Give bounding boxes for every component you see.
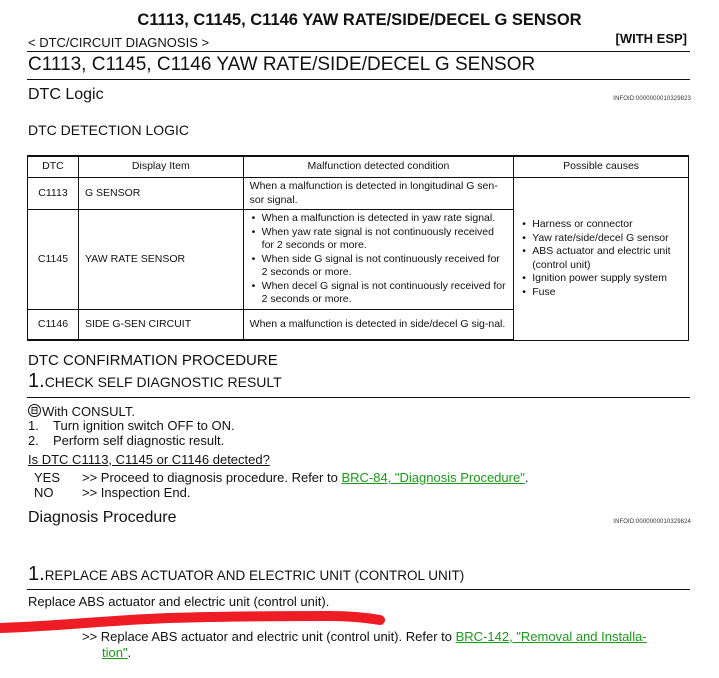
removal-installation-link[interactable]: BRC-142, "Removal and Installa- — [455, 629, 647, 644]
diagnosis-info-id: INFOID:0000000010329824 — [613, 519, 691, 525]
removal-installation-link-continued[interactable]: tion" — [102, 645, 128, 660]
step-number: 1. — [28, 563, 45, 585]
breadcrumb: < DTC/CIRCUIT DIAGNOSIS > — [28, 35, 210, 50]
no-label: NO — [34, 485, 54, 500]
red-annotation-path — [0, 616, 380, 628]
step-number: 1. — [28, 370, 45, 392]
dtc-logic-title: DTC Logic — [28, 86, 104, 103]
condition-item: • When decel G signal is not continuously received for 2 seconds or more. — [262, 280, 508, 307]
condition-list — [250, 212, 508, 307]
dtc-logic-info-id: INFOID:0000000010329823 — [613, 96, 691, 102]
header-rule — [27, 51, 690, 52]
running-title: C1113, C1145, C1146 YAW RATE/SIDE/DECEL G SENSOR — [137, 11, 582, 29]
cause-item: • Fuse — [532, 286, 682, 300]
no-answer — [34, 485, 190, 500]
consult-icon — [28, 404, 41, 417]
display-item: SIDE G-SEN CIRCUIT — [78, 309, 243, 340]
consult-text: With CONSULT. — [42, 404, 135, 419]
cause-item: • Harness or connector — [532, 218, 682, 232]
dtc-table-header-row — [28, 156, 689, 178]
diagnosis-procedure-link[interactable]: BRC-84, "Diagnosis Procedure" — [341, 470, 525, 485]
condition-text: When a malfunction is detected in longitudinal G sen-sor signal. — [243, 178, 514, 210]
table-row — [28, 178, 689, 210]
step-title: CHECK SELF DIAGNOSTIC RESULT — [44, 374, 282, 390]
dtc-table — [27, 155, 689, 341]
display-item: G SENSOR — [78, 178, 243, 210]
diagnosis-result — [82, 629, 692, 661]
variant-label: [WITH ESP] — [615, 31, 687, 46]
confirmation-step-heading — [28, 370, 282, 393]
display-item: YAW RATE SENSOR — [78, 210, 243, 310]
procedure-step — [28, 418, 235, 433]
diagnosis-result-line — [82, 629, 692, 645]
dtc-code: C1145 — [28, 210, 79, 310]
yes-answer — [34, 470, 528, 485]
diagnosis-step-rule — [27, 589, 690, 590]
condition-text: When a malfunction is detected in side/decel G sig-nal. — [243, 309, 514, 340]
confirmation-title: DTC CONFIRMATION PROCEDURE — [28, 352, 278, 369]
section-title: C1113, C1145, C1146 YAW RATE/SIDE/DECEL G SENSOR — [28, 54, 536, 75]
col-header-causes: Possible causes — [514, 156, 689, 178]
yes-label: YES — [34, 470, 61, 485]
confirmation-step-rule — [27, 397, 690, 398]
procedure-step-number: 1. — [28, 418, 39, 433]
condition-item: • When a malfunction is detected in yaw rate signal. — [262, 212, 508, 226]
condition-cell — [243, 210, 514, 310]
no-text: >> Inspection End. — [82, 485, 191, 500]
possible-causes-list — [520, 218, 682, 299]
diagnosis-instruction: Replace ABS actuator and electric unit (control unit). — [28, 594, 330, 609]
yes-text: >> Proceed to diagnosis procedure. Refer to — [82, 470, 338, 485]
condition-item: • When side G signal is not continuously received for 2 seconds or more. — [262, 253, 508, 280]
diagnosis-result-text: >> Replace ABS actuator and electric unit (control unit). Refer to — [82, 629, 452, 644]
dtc-code: C1113 — [28, 178, 79, 210]
possible-causes-cell — [514, 178, 689, 341]
procedure-step-text: Turn ignition switch OFF to ON. — [53, 418, 235, 433]
procedure-step — [28, 433, 224, 448]
yes-end: . — [524, 470, 529, 485]
col-header-display-item: Display Item — [78, 156, 243, 178]
procedure-step-number: 2. — [28, 433, 39, 448]
dtc-code: C1146 — [28, 309, 79, 340]
col-header-condition: Malfunction detected condition — [243, 156, 514, 178]
cause-item: • ABS actuator and electric unit (control unit) — [532, 245, 682, 272]
consult-line — [28, 403, 135, 419]
diagnosis-result-end: . — [127, 645, 132, 660]
dtc-question: Is DTC C1113, C1145 or C1146 detected? — [28, 452, 270, 467]
step-title: REPLACE ABS ACTUATOR AND ELECTRIC UNIT (CONTROL UNIT) — [44, 568, 465, 583]
section-title-rule — [27, 79, 690, 80]
dtc-detection-logic-title: DTC DETECTION LOGIC — [28, 122, 190, 138]
col-header-dtc: DTC — [28, 156, 79, 178]
cause-item: • Ignition power supply system — [532, 272, 682, 286]
procedure-step-text: Perform self diagnostic result. — [53, 433, 225, 448]
condition-item: • When yaw rate signal is not continuously received for 2 seconds or more. — [262, 226, 508, 253]
diagnosis-title: Diagnosis Procedure — [28, 509, 177, 526]
cause-item: • Yaw rate/side/decel G sensor — [532, 232, 682, 246]
diagnosis-result-line — [82, 645, 692, 661]
diagnosis-step-heading — [28, 563, 464, 586]
